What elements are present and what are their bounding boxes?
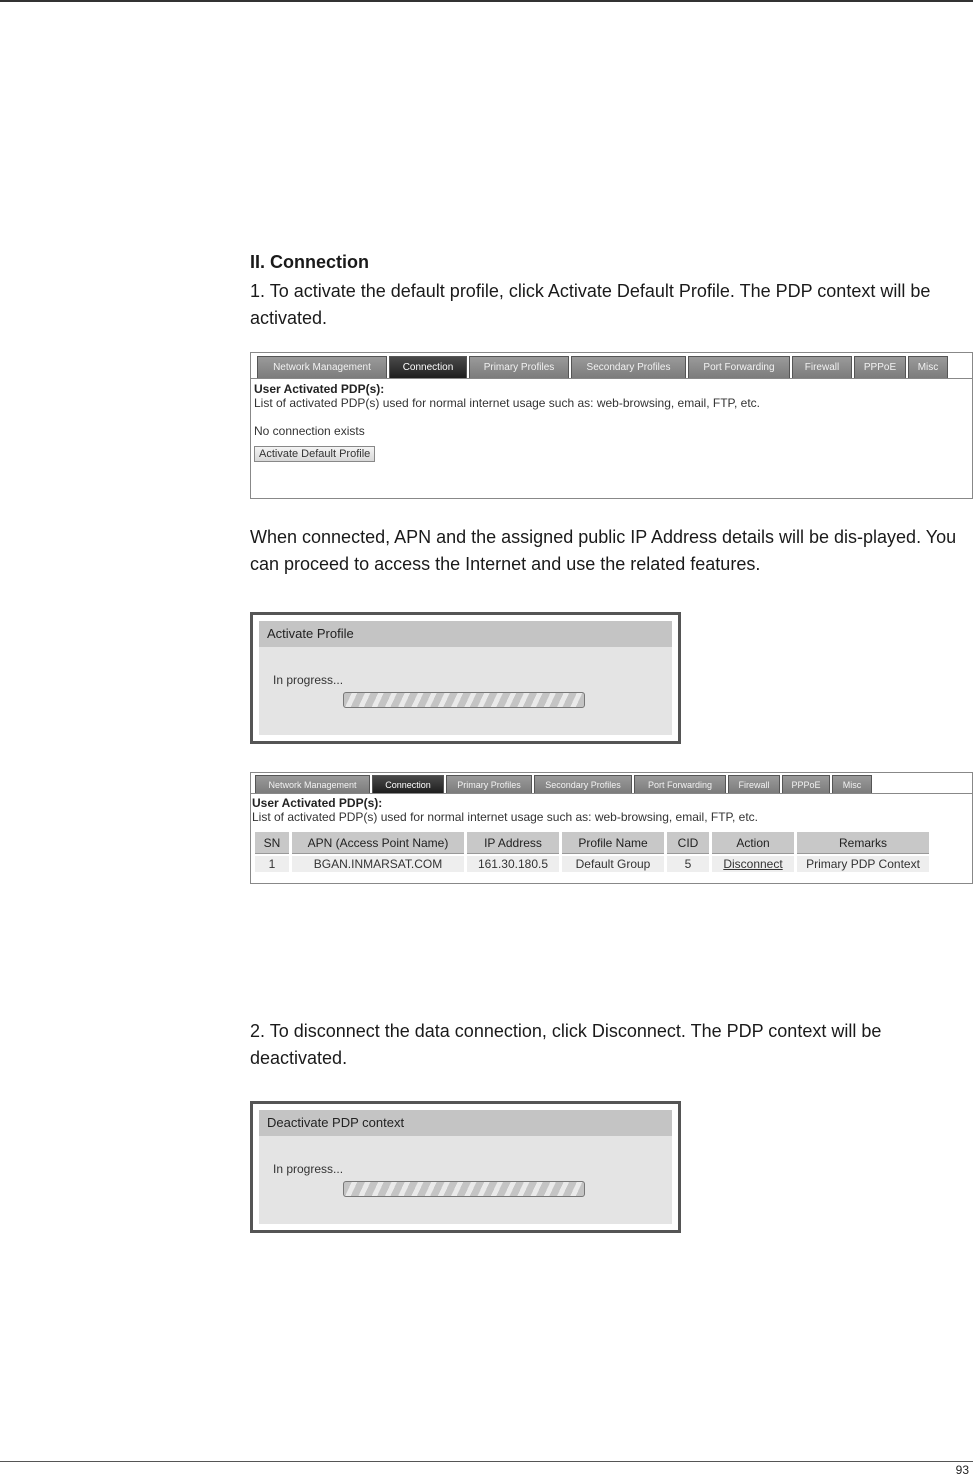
tab-primary-profiles[interactable]: Primary Profiles (469, 356, 569, 378)
connected-note: When connected, APN and the assigned public IP Address details will be dis-played. You can proceed to access the Internet and use the related features. (250, 527, 957, 574)
col-sn: SN (255, 832, 289, 854)
top-rule (0, 0, 973, 2)
tab-misc[interactable]: Misc (908, 356, 948, 378)
dialog-content (259, 1110, 672, 1224)
tab-connection[interactable]: Connection (372, 775, 444, 793)
section-heading: II. Connection (250, 252, 369, 272)
col-apn: APN (Access Point Name) (292, 832, 464, 854)
activate-default-profile-button[interactable]: Activate Default Profile (254, 446, 375, 462)
pdp-table (252, 830, 932, 874)
dialog-title: Deactivate PDP context (259, 1110, 672, 1136)
panel-body (251, 794, 972, 876)
table-row (255, 856, 929, 872)
tab-bar (251, 773, 972, 794)
panel-body (251, 379, 972, 465)
pdp-description: List of activated PDP(s) used for normal internet usage such as: web-browsing, email, FTP, etc. (252, 810, 759, 824)
pdp-title: User Activated PDP(s): (252, 796, 383, 810)
col-remarks: Remarks (797, 832, 929, 854)
page-number: 93 (955, 1463, 969, 1477)
pdp-title: User Activated PDP(s): (254, 382, 385, 396)
deactivate-pdp-dialog (250, 1101, 681, 1233)
cell-ip-address: 161.30.180.5 (467, 856, 559, 872)
activate-profile-dialog (250, 612, 681, 744)
progress-bar (343, 692, 585, 708)
col-cid: CID (667, 832, 709, 854)
col-ip-address: IP Address (467, 832, 559, 854)
tab-network-management[interactable]: Network Management (255, 775, 370, 793)
step2-text: 2. To disconnect the data connection, click Disconnect. The PDP context will be deactivated. (250, 1021, 882, 1068)
cell-cid: 5 (667, 856, 709, 872)
tab-firewall[interactable]: Firewall (792, 356, 852, 378)
connection-panel-active (250, 772, 973, 884)
tab-bar (251, 353, 972, 379)
tab-connection[interactable]: Connection (389, 356, 467, 378)
table-header-row (255, 832, 929, 854)
tab-primary-profiles[interactable]: Primary Profiles (446, 775, 532, 793)
connection-panel-empty (250, 352, 973, 499)
tab-secondary-profiles[interactable]: Secondary Profiles (534, 775, 632, 793)
bottom-rule (0, 1461, 973, 1462)
cell-profile-name: Default Group (562, 856, 664, 872)
col-profile-name: Profile Name (562, 832, 664, 854)
cell-action (712, 856, 794, 872)
cell-sn: 1 (255, 856, 289, 872)
dialog-title: Activate Profile (259, 621, 672, 647)
tab-network-management[interactable]: Network Management (257, 356, 387, 378)
step1-text: 1. To activate the default profile, click Activate Default Profile. The PDP context will be activated. (250, 281, 931, 328)
dialog-status-text: In progress... (273, 1162, 344, 1176)
cell-remarks: Primary PDP Context (797, 856, 929, 872)
cell-apn: BGAN.INMARSAT.COM (292, 856, 464, 872)
disconnect-link[interactable]: Disconnect (723, 857, 783, 871)
tab-pppoe[interactable]: PPPoE (782, 775, 830, 793)
tab-firewall[interactable]: Firewall (728, 775, 780, 793)
tab-port-forwarding[interactable]: Port Forwarding (634, 775, 726, 793)
progress-bar (343, 1181, 585, 1197)
dialog-status-text: In progress... (273, 673, 344, 687)
tab-pppoe[interactable]: PPPoE (854, 356, 906, 378)
col-action: Action (712, 832, 794, 854)
tab-misc[interactable]: Misc (832, 775, 872, 793)
tab-secondary-profiles[interactable]: Secondary Profiles (571, 356, 686, 378)
pdp-description: List of activated PDP(s) used for normal internet usage such as: web-browsing, email, FTP, etc. (254, 396, 761, 410)
connection-status: No connection exists (254, 424, 365, 438)
dialog-content (259, 621, 672, 735)
tab-port-forwarding[interactable]: Port Forwarding (688, 356, 790, 378)
